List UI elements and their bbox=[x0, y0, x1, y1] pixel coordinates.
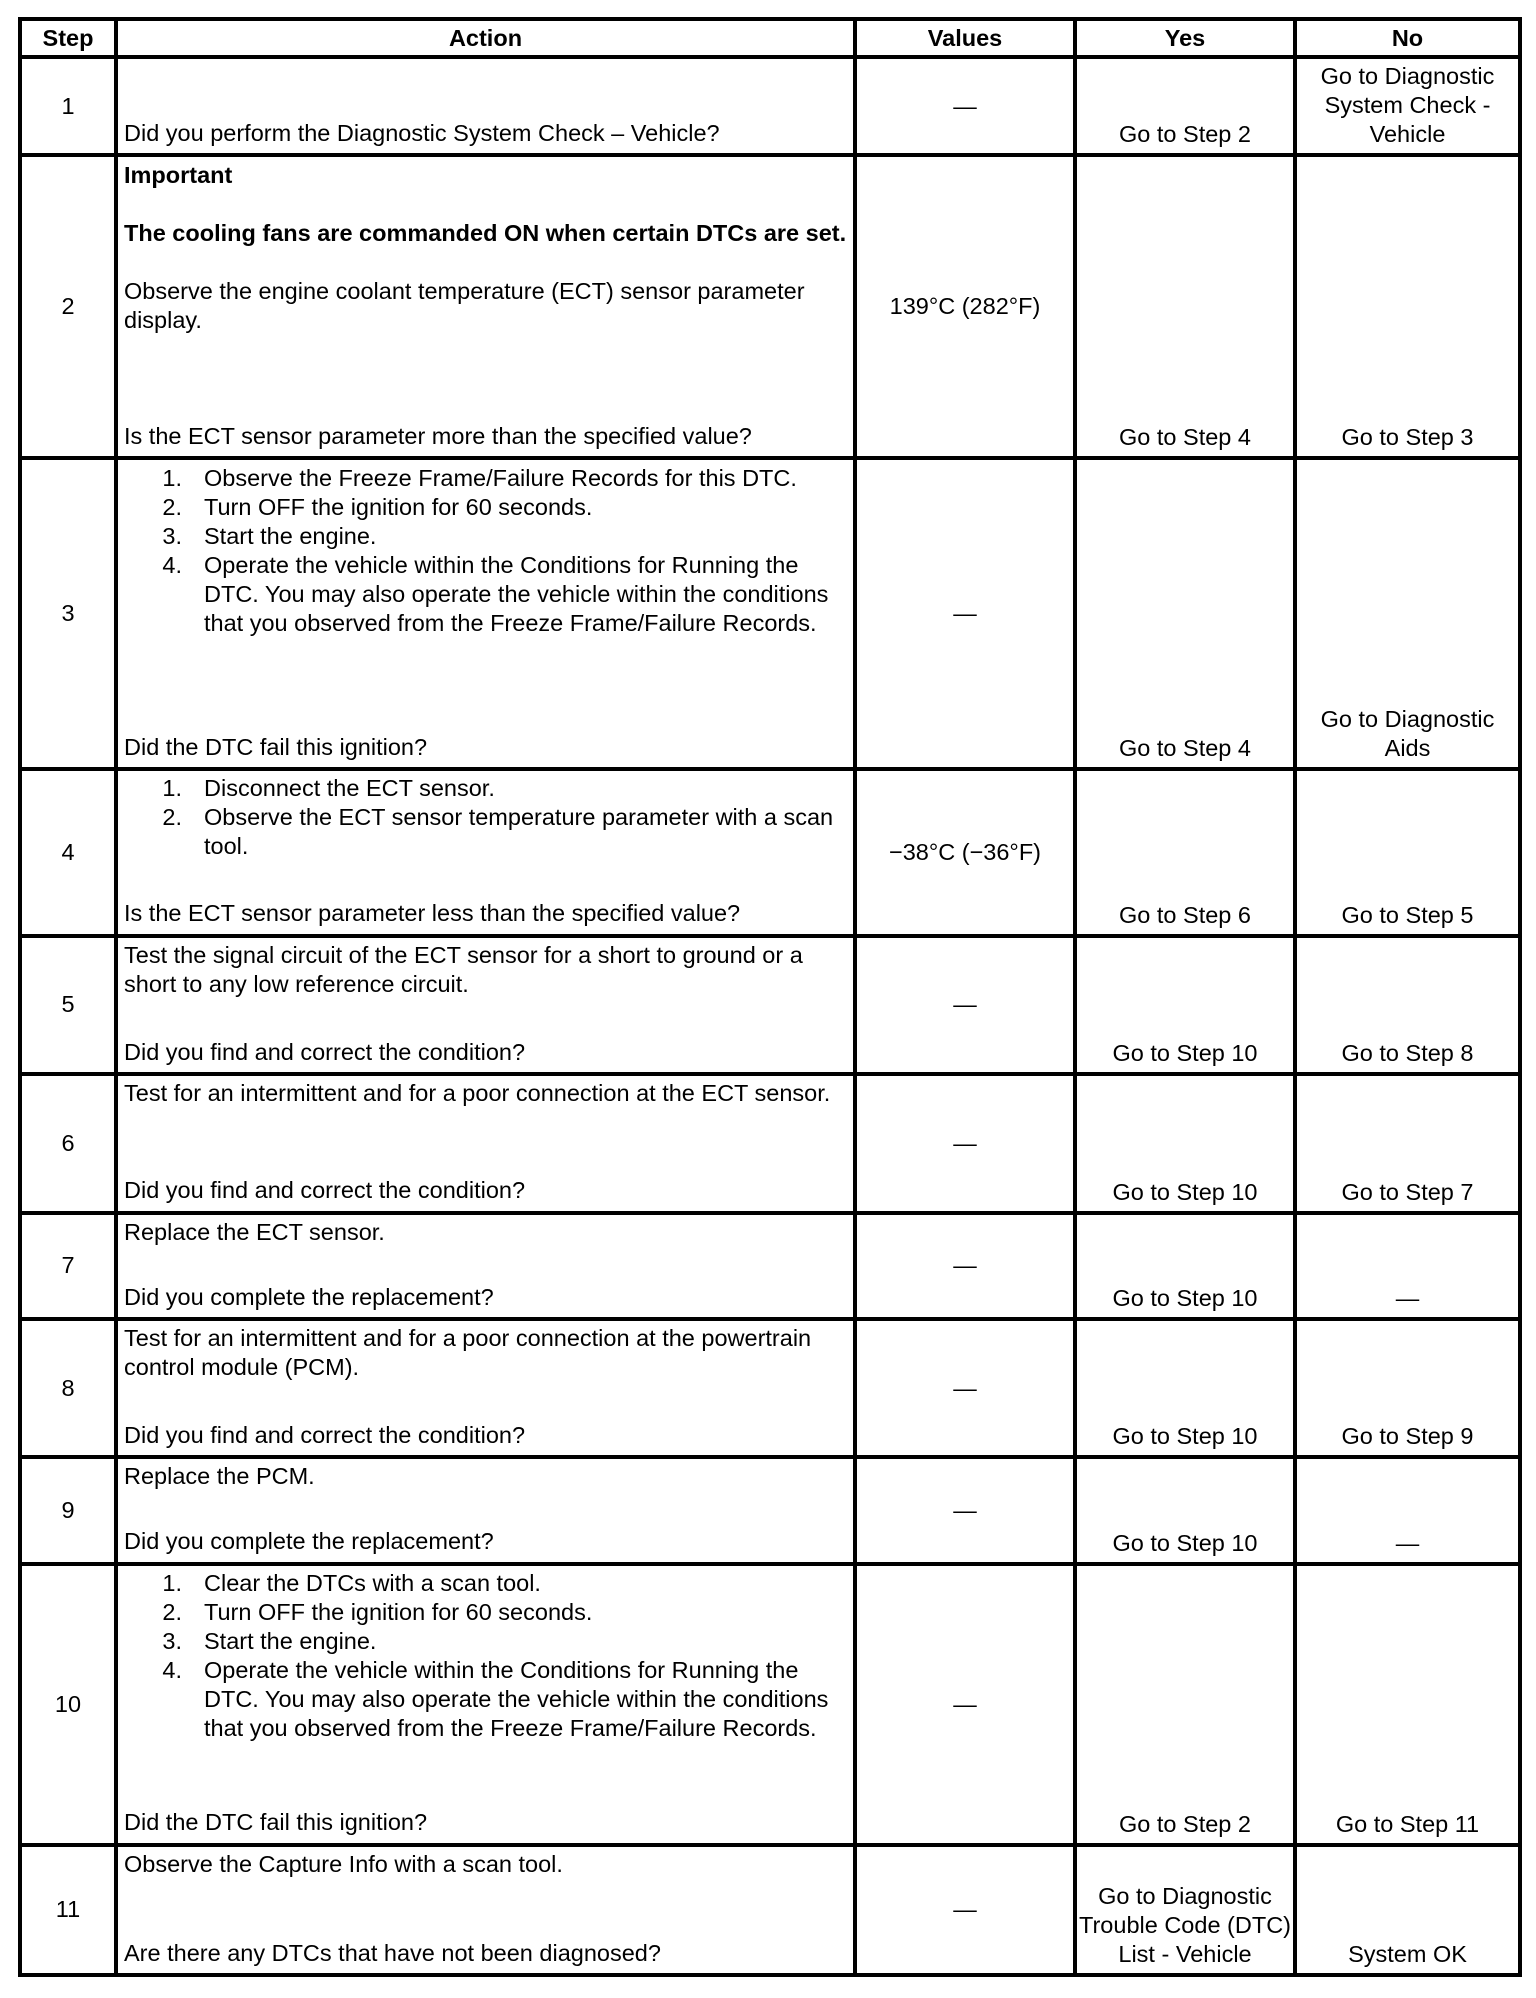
no-cell bbox=[1295, 1564, 1520, 1845]
procedure-number: 4. bbox=[162, 1657, 182, 1684]
yes-cell bbox=[1075, 936, 1295, 1074]
table-row bbox=[20, 155, 1520, 458]
procedure-number: 2. bbox=[162, 1599, 182, 1626]
action-question: Is the ECT sensor parameter more than the specified value? bbox=[124, 422, 752, 449]
action-question: Did the DTC fail this ignition? bbox=[124, 733, 428, 760]
no-cell bbox=[1295, 769, 1520, 936]
value-cell: — bbox=[855, 1213, 1075, 1319]
step-number: 10 bbox=[20, 1564, 116, 1845]
action-question: Did the DTC fail this ignition? bbox=[124, 1809, 428, 1836]
yes-link[interactable]: Go to Step 4 bbox=[1119, 424, 1251, 451]
procedure-text: Turn OFF the ignition for 60 seconds. bbox=[204, 493, 593, 520]
procedure-number: 2. bbox=[162, 493, 182, 520]
action-instructions bbox=[124, 1850, 847, 1879]
procedure-list bbox=[124, 774, 847, 861]
procedure-text: Observe the ECT sensor temperature parameter with a scan tool. bbox=[204, 804, 834, 860]
yes-cell bbox=[1075, 155, 1295, 458]
procedure-number: 1. bbox=[162, 1570, 182, 1597]
step-number: 7 bbox=[20, 1213, 116, 1319]
action-cell bbox=[116, 1213, 855, 1319]
no-link[interactable]: Go to Step 7 bbox=[1341, 1178, 1474, 1205]
step-number: 5 bbox=[20, 936, 116, 1074]
step-number: 1 bbox=[20, 57, 116, 155]
procedure-text: Operate the vehicle within the Conditions for Running the DTC. You may also operate the vehicle within the conditions that you observed from the Freeze Frame/Failure Records. bbox=[204, 1657, 829, 1742]
no-link[interactable]: Go to Step 11 bbox=[1335, 1810, 1480, 1837]
action-instructions bbox=[124, 1218, 847, 1247]
no-cell bbox=[1295, 936, 1520, 1074]
action-instructions bbox=[124, 1324, 847, 1382]
procedure-number: 3. bbox=[162, 522, 182, 549]
no-link[interactable]: System OK bbox=[1348, 1941, 1467, 1967]
yes-cell bbox=[1075, 1074, 1295, 1212]
yes-cell bbox=[1075, 1319, 1295, 1457]
no-cell bbox=[1295, 458, 1520, 769]
step-number: 11 bbox=[20, 1845, 116, 1975]
procedure-text: Start the engine. bbox=[204, 522, 377, 549]
procedure-item bbox=[124, 1627, 847, 1656]
action-text: Observe the engine coolant temperature (ECT) sensor parameter display. bbox=[124, 277, 805, 333]
procedure-item bbox=[124, 493, 847, 522]
action-cell bbox=[116, 57, 855, 155]
value-cell: −38°C (−36°F) bbox=[855, 769, 1075, 936]
action-text: Test the signal circuit of the ECT sensor for a short to ground or a short to any low reference circuit. bbox=[124, 941, 803, 997]
action-cell bbox=[116, 1319, 855, 1457]
procedure-item bbox=[124, 464, 847, 493]
action-text: Replace the PCM. bbox=[124, 1463, 315, 1490]
action-text: Observe the Capture Info with a scan tool. bbox=[124, 1850, 563, 1877]
value-cell: — bbox=[855, 57, 1075, 155]
no-cell bbox=[1295, 155, 1520, 458]
table-row bbox=[20, 1845, 1520, 1975]
table-row bbox=[20, 1319, 1520, 1457]
table-row bbox=[20, 458, 1520, 769]
step-number: 8 bbox=[20, 1319, 116, 1457]
action-text: Test for an intermittent and for a poor connection at the ECT sensor. bbox=[124, 1080, 831, 1107]
no-link[interactable]: Go to Step 5 bbox=[1341, 901, 1474, 928]
action-instructions bbox=[124, 941, 847, 999]
diagnostic-table bbox=[18, 17, 1522, 1977]
action-cell bbox=[116, 1564, 855, 1845]
header-step: Step bbox=[20, 19, 116, 57]
no-link[interactable]: Go to Diagnostic Aids bbox=[1320, 706, 1495, 762]
value-cell: 139°C (282°F) bbox=[855, 155, 1075, 458]
procedure-number: 3. bbox=[162, 1628, 182, 1655]
action-question: Are there any DTCs that have not been diagnosed? bbox=[124, 1939, 661, 1966]
important-title: Important bbox=[124, 161, 233, 188]
no-cell bbox=[1295, 1213, 1520, 1319]
procedure-text: Disconnect the ECT sensor. bbox=[204, 775, 495, 802]
yes-link[interactable]: Go to Step 10 bbox=[1112, 1040, 1258, 1067]
value-cell: — bbox=[855, 936, 1075, 1074]
yes-link[interactable]: Go to Step 10 bbox=[1112, 1178, 1258, 1205]
header-action: Action bbox=[116, 19, 855, 57]
action-question: Did you find and correct the condition? bbox=[124, 1422, 526, 1449]
action-instructions bbox=[124, 1569, 847, 1743]
action-question: Did you complete the replacement? bbox=[124, 1283, 494, 1310]
yes-link[interactable]: Go to Step 6 bbox=[1119, 901, 1251, 928]
action-instructions bbox=[124, 464, 847, 638]
value-cell: — bbox=[855, 1319, 1075, 1457]
procedure-text: Clear the DTCs with a scan tool. bbox=[204, 1570, 541, 1597]
value-cell: — bbox=[855, 1845, 1075, 1975]
yes-cell bbox=[1075, 458, 1295, 769]
yes-cell bbox=[1075, 1564, 1295, 1845]
value-cell: — bbox=[855, 1564, 1075, 1845]
table-row bbox=[20, 936, 1520, 1074]
step-number: 2 bbox=[20, 155, 116, 458]
step-number: 6 bbox=[20, 1074, 116, 1212]
important-note: The cooling fans are commanded ON when certain DTCs are set. bbox=[124, 219, 847, 246]
action-cell bbox=[116, 936, 855, 1074]
action-cell bbox=[116, 1457, 855, 1563]
table-row bbox=[20, 769, 1520, 936]
procedure-number: 1. bbox=[162, 775, 182, 802]
procedure-text: Turn OFF the ignition for 60 seconds. bbox=[204, 1599, 593, 1626]
yes-link[interactable]: Go to Step 10 bbox=[1112, 1423, 1258, 1450]
yes-cell bbox=[1075, 1845, 1295, 1975]
procedure-number: 2. bbox=[162, 804, 182, 831]
no-cell bbox=[1295, 1074, 1520, 1212]
action-instructions bbox=[124, 1079, 847, 1108]
action-question: Is the ECT sensor parameter less than the specified value? bbox=[124, 900, 741, 927]
procedure-number: 1. bbox=[162, 464, 182, 491]
action-text: Test for an intermittent and for a poor connection at the powertrain control module (PCM). bbox=[124, 1325, 812, 1381]
procedure-text: Operate the vehicle within the Conditions for Running the DTC. You may also operate the vehicle within the conditions that you observed from the Freeze Frame/Failure Records. bbox=[204, 551, 829, 636]
no-cell bbox=[1295, 1319, 1520, 1457]
no-cell bbox=[1295, 1457, 1520, 1563]
action-question: Did you perform the Diagnostic System Check – Vehicle? bbox=[124, 120, 720, 147]
step-number: 4 bbox=[20, 769, 116, 936]
no-link: — bbox=[1395, 1284, 1420, 1311]
yes-cell bbox=[1075, 1213, 1295, 1319]
value-cell: — bbox=[855, 458, 1075, 769]
value-cell: — bbox=[855, 1074, 1075, 1212]
procedure-item bbox=[124, 522, 847, 551]
action-cell bbox=[116, 155, 855, 458]
procedure-list bbox=[124, 464, 847, 638]
procedure-list bbox=[124, 1569, 847, 1743]
table-row bbox=[20, 1564, 1520, 1845]
yes-link[interactable]: Go to Step 2 bbox=[1119, 121, 1251, 148]
yes-cell bbox=[1075, 1457, 1295, 1563]
no-link[interactable]: Go to Step 8 bbox=[1341, 1040, 1474, 1067]
header-no: No bbox=[1295, 19, 1520, 57]
action-instructions bbox=[124, 1462, 847, 1491]
action-question: Did you find and correct the condition? bbox=[124, 1177, 526, 1204]
procedure-text: Start the engine. bbox=[204, 1628, 377, 1655]
header-yes: Yes bbox=[1075, 19, 1295, 57]
no-link[interactable]: Go to Diagnostic System Check - Vehicle bbox=[1320, 63, 1495, 148]
header-values: Values bbox=[855, 19, 1075, 57]
action-question: Did you find and correct the condition? bbox=[124, 1038, 526, 1065]
yes-link[interactable]: Go to Step 4 bbox=[1119, 735, 1251, 762]
action-cell bbox=[116, 1074, 855, 1212]
step-number: 9 bbox=[20, 1457, 116, 1563]
procedure-item bbox=[124, 803, 847, 861]
procedure-text: Observe the Freeze Frame/Failure Records for this DTC. bbox=[204, 464, 797, 491]
action-cell bbox=[116, 1845, 855, 1975]
yes-link[interactable]: Go to Step 2 bbox=[1119, 1810, 1251, 1837]
table-row bbox=[20, 1213, 1520, 1319]
procedure-item bbox=[124, 1569, 847, 1598]
yes-cell bbox=[1075, 769, 1295, 936]
no-cell bbox=[1295, 57, 1520, 155]
procedure-number: 4. bbox=[162, 551, 182, 578]
procedure-item bbox=[124, 1598, 847, 1627]
action-instructions bbox=[124, 774, 847, 861]
no-link[interactable]: Go to Step 9 bbox=[1341, 1423, 1474, 1450]
action-instructions bbox=[124, 161, 847, 335]
table-row bbox=[20, 57, 1520, 155]
yes-cell bbox=[1075, 57, 1295, 155]
action-cell bbox=[116, 769, 855, 936]
header-row bbox=[20, 19, 1520, 57]
action-text: Replace the ECT sensor. bbox=[124, 1218, 385, 1245]
value-cell: — bbox=[855, 1457, 1075, 1563]
action-cell bbox=[116, 458, 855, 769]
action-question: Did you complete the replacement? bbox=[124, 1528, 494, 1555]
no-link[interactable]: Go to Step 3 bbox=[1341, 424, 1474, 451]
yes-link[interactable]: Go to Diagnostic Trouble Code (DTC) List - Vehicle bbox=[1079, 1883, 1291, 1967]
no-link: — bbox=[1395, 1529, 1420, 1556]
procedure-item bbox=[124, 1656, 847, 1743]
yes-link[interactable]: Go to Step 10 bbox=[1112, 1529, 1258, 1556]
table-row bbox=[20, 1074, 1520, 1212]
yes-link[interactable]: Go to Step 10 bbox=[1112, 1284, 1258, 1311]
table-row bbox=[20, 1457, 1520, 1563]
procedure-item bbox=[124, 551, 847, 638]
step-number: 3 bbox=[20, 458, 116, 769]
no-cell bbox=[1295, 1845, 1520, 1975]
procedure-item bbox=[124, 774, 847, 803]
